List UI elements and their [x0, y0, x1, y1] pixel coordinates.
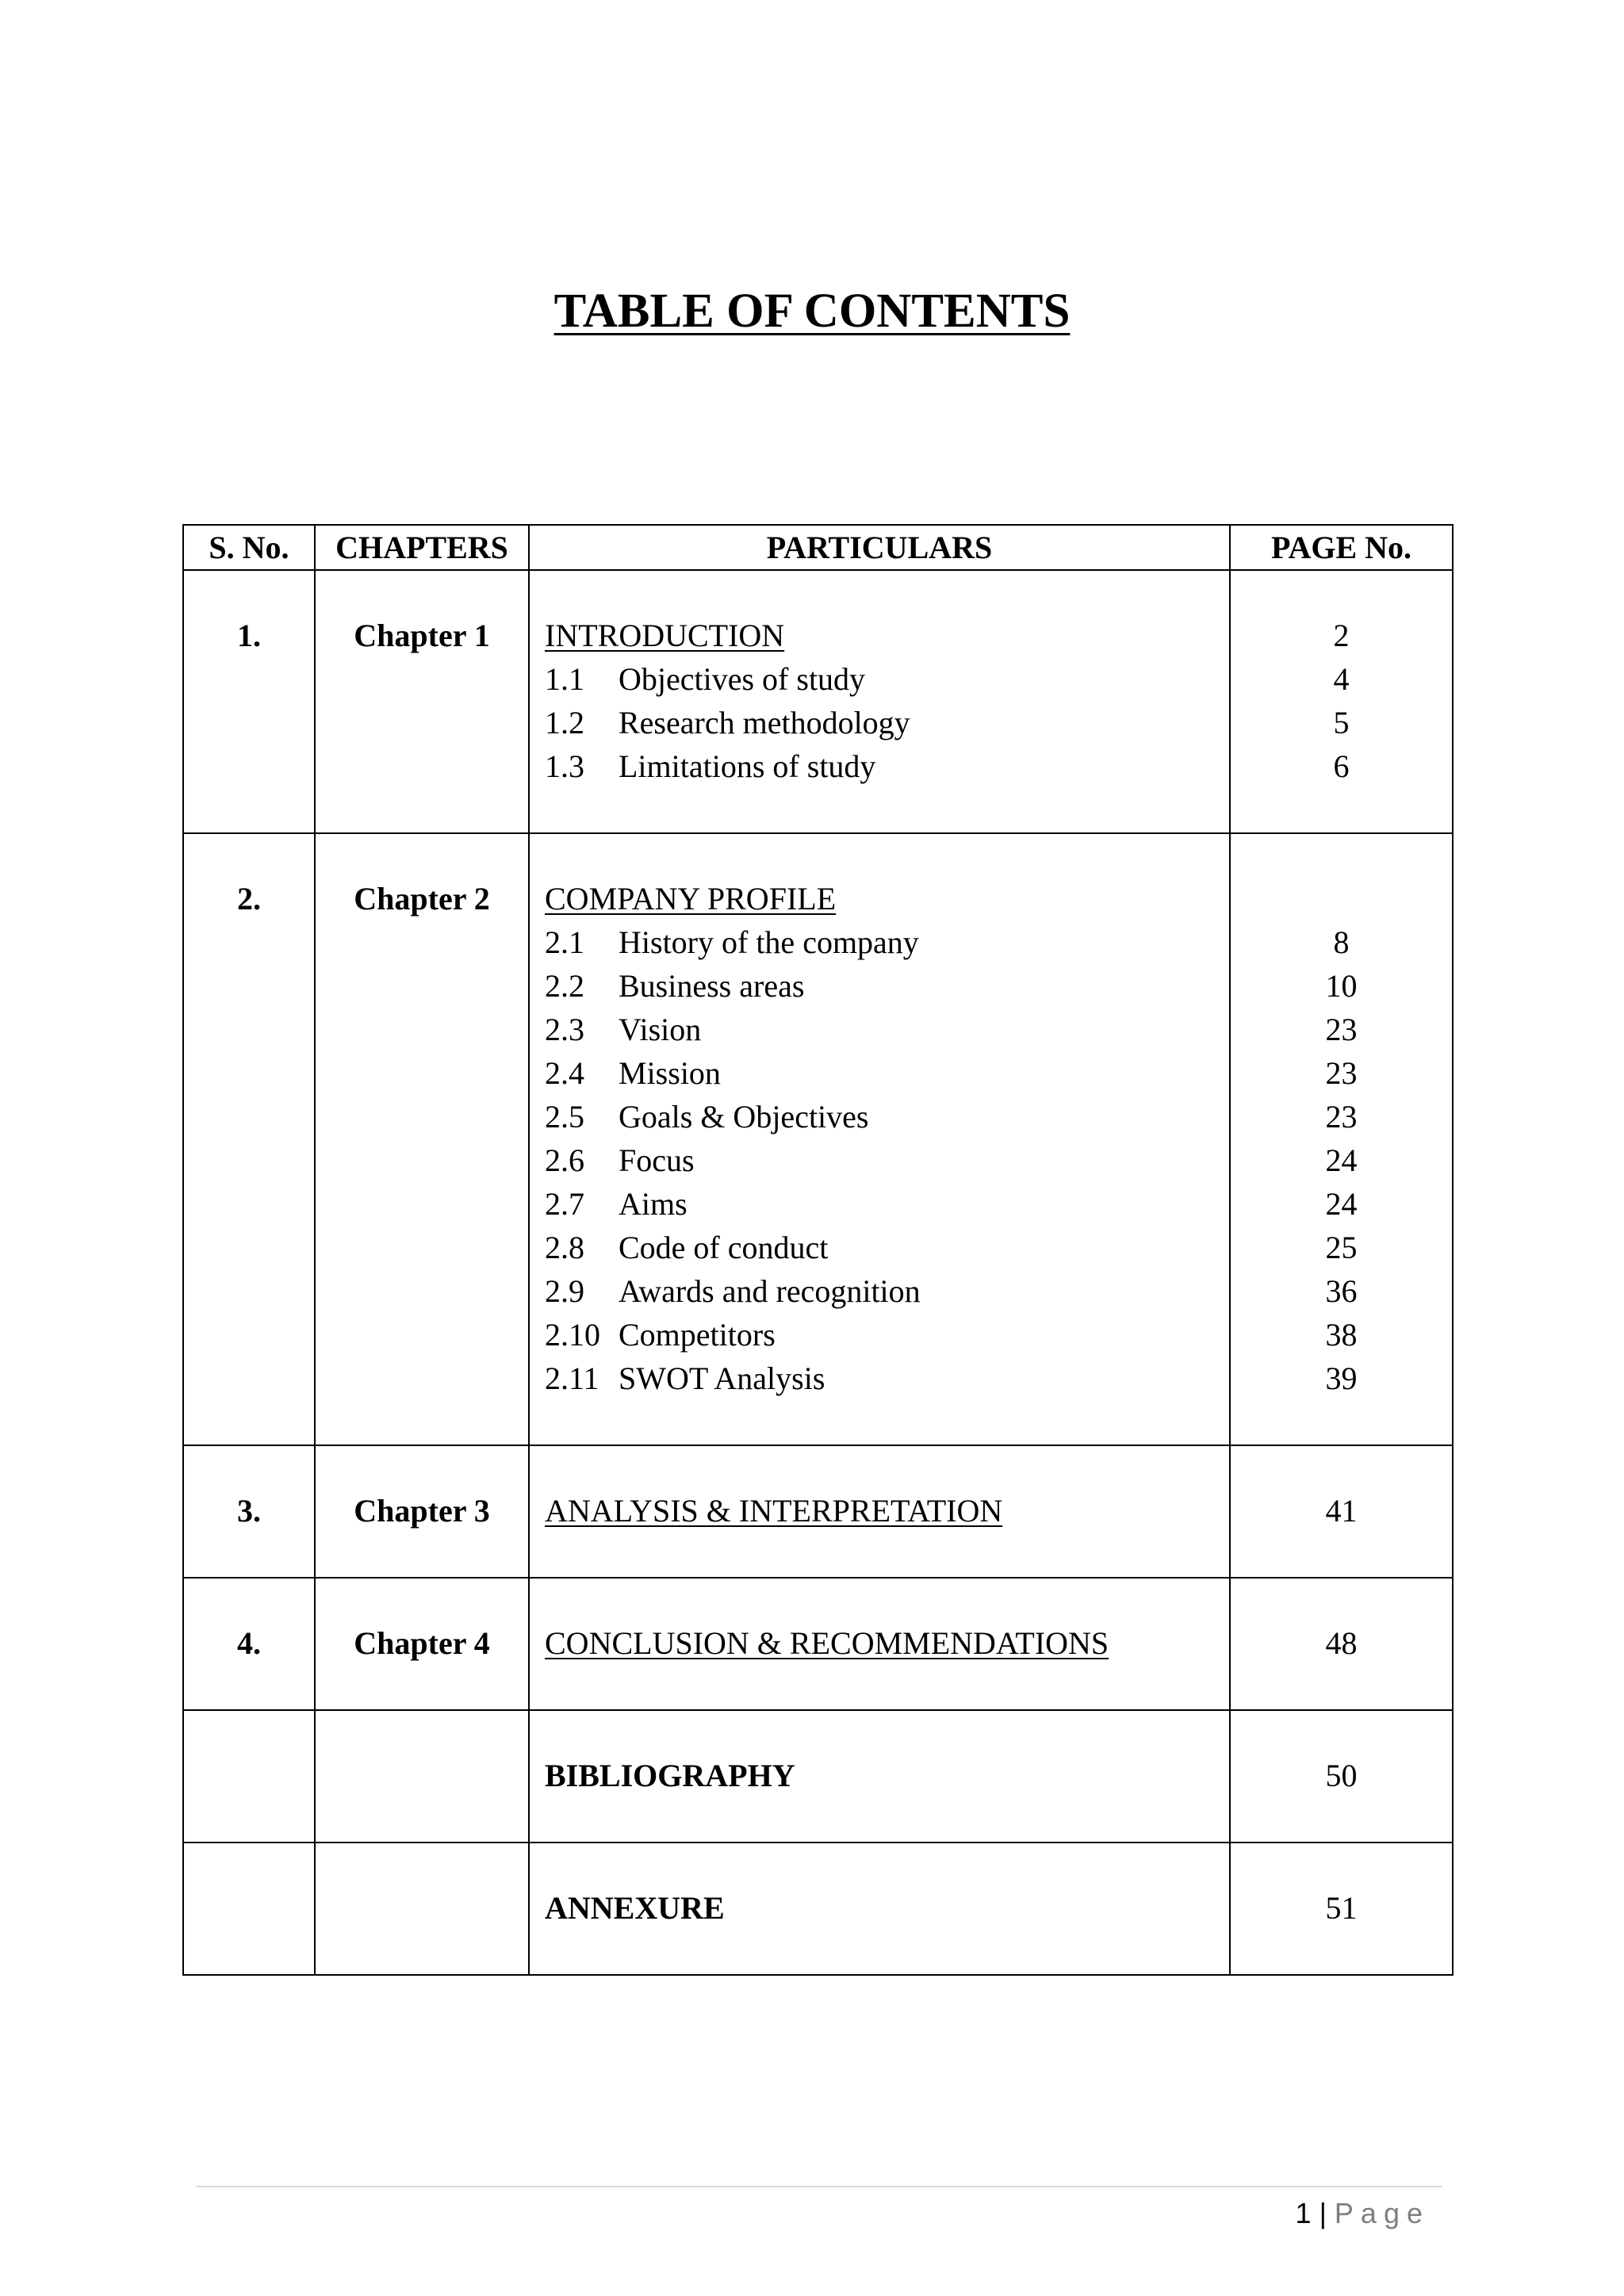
toc-heading-link[interactable]: CONCLUSION & RECOMMENDATIONS — [545, 1625, 1109, 1661]
footer-page-number: 1 — [1295, 2197, 1312, 2229]
toc-item-text: Limitations of study — [619, 748, 876, 784]
toc-page-number: 24 — [1325, 1142, 1358, 1178]
toc-item-text: Research methodology — [619, 705, 910, 740]
toc-item[interactable] — [545, 1095, 1229, 1138]
page-title: TABLE OF CONTENTS — [553, 285, 1071, 338]
toc-page-number: 38 — [1325, 1317, 1358, 1353]
toc-item-number: 2.5 — [545, 1099, 584, 1135]
toc-item-text: Business areas — [619, 968, 805, 1004]
toc-item-text: Competitors — [619, 1317, 776, 1353]
row-chapter — [316, 1711, 528, 1754]
toc-page-number: 24 — [1325, 1186, 1358, 1222]
toc-item-number: 2.4 — [545, 1055, 584, 1091]
toc-page-number: 41 — [1325, 1493, 1358, 1529]
toc-item-text: Objectives of study — [619, 661, 866, 697]
table-row-chapter-1 — [183, 570, 1453, 833]
toc-heading-bibliography[interactable]: BIBLIOGRAPHY — [545, 1758, 795, 1793]
toc-page-number: 39 — [1325, 1360, 1358, 1396]
table-header-row — [183, 525, 1453, 570]
toc-item-number: 2.11 — [545, 1360, 599, 1396]
toc-item-number: 2.2 — [545, 968, 584, 1004]
toc-item-text: SWOT Analysis — [619, 1360, 825, 1396]
toc-page-number: 6 — [1333, 748, 1350, 784]
header-page-no: PAGE No. — [1230, 525, 1453, 570]
toc-page-number: 51 — [1325, 1890, 1358, 1926]
toc-item-text: Code of conduct — [619, 1230, 829, 1265]
header-particulars: PARTICULARS — [529, 525, 1230, 570]
toc-item-number: 1.2 — [545, 705, 584, 740]
toc-item-number: 2.10 — [545, 1317, 600, 1353]
toc-item[interactable] — [545, 701, 1229, 744]
toc-page-number: 50 — [1325, 1758, 1358, 1793]
toc-item[interactable] — [545, 744, 1229, 788]
toc-item-text: Aims — [619, 1186, 688, 1222]
toc-item[interactable] — [545, 657, 1229, 701]
toc-heading-link[interactable]: INTRODUCTION — [545, 618, 785, 653]
toc-item-number: 1.3 — [545, 748, 584, 784]
row-sno — [184, 1711, 314, 1754]
row-chapter: Chapter 3 — [354, 1493, 490, 1529]
toc-item-text: History of the company — [619, 924, 919, 960]
toc-page-number: 4 — [1333, 661, 1350, 697]
table-row-annexure — [183, 1843, 1453, 1975]
row-chapter: Chapter 1 — [354, 618, 490, 653]
row-sno — [184, 1843, 314, 1886]
toc-item[interactable] — [545, 920, 1229, 964]
row-sno: 1. — [237, 618, 261, 653]
toc-item[interactable] — [545, 1269, 1229, 1313]
toc-page-number: 2 — [1333, 618, 1350, 653]
toc-heading-link[interactable]: ANALYSIS & INTERPRETATION — [545, 1493, 1003, 1529]
toc-item-text: Goals & Objectives — [619, 1099, 869, 1135]
toc-item[interactable] — [545, 1226, 1229, 1269]
toc-heading-link[interactable]: COMPANY PROFILE — [545, 881, 837, 916]
toc-item-number: 2.1 — [545, 924, 584, 960]
toc-item[interactable] — [545, 1357, 1229, 1400]
toc-page-number: 23 — [1325, 1012, 1358, 1047]
toc-item[interactable] — [545, 1051, 1229, 1095]
row-chapter: Chapter 4 — [354, 1625, 490, 1661]
toc-table — [182, 524, 1454, 1976]
toc-page-number: 23 — [1325, 1099, 1358, 1135]
table-row-chapter-2 — [183, 833, 1453, 1445]
toc-item-number: 2.8 — [545, 1230, 584, 1265]
footer-separator: | — [1319, 2197, 1327, 2229]
toc-page-number — [1231, 877, 1452, 920]
row-sno: 4. — [237, 1625, 261, 1661]
toc-page-number: 8 — [1333, 924, 1350, 960]
toc-item[interactable] — [545, 1008, 1229, 1051]
header-sno: S. No. — [183, 525, 315, 570]
table-row-chapter-4 — [183, 1578, 1453, 1710]
toc-heading-annexure[interactable]: ANNEXURE — [545, 1890, 725, 1926]
row-chapter — [316, 1843, 528, 1886]
toc-item[interactable] — [545, 1138, 1229, 1182]
toc-item-number: 2.6 — [545, 1142, 584, 1178]
toc-item-number: 1.1 — [545, 661, 584, 697]
row-sno: 2. — [237, 881, 261, 916]
toc-item-number: 2.9 — [545, 1273, 584, 1309]
toc-item-text: Mission — [619, 1055, 721, 1091]
toc-item-number: 2.3 — [545, 1012, 584, 1047]
toc-item-text: Vision — [619, 1012, 702, 1047]
table-row-bibliography — [183, 1710, 1453, 1843]
toc-page-number: 48 — [1325, 1625, 1358, 1661]
toc-page-number: 23 — [1325, 1055, 1358, 1091]
toc-page-number: 10 — [1325, 968, 1358, 1004]
toc-item[interactable] — [545, 1313, 1229, 1357]
toc-page-number: 25 — [1325, 1230, 1358, 1265]
toc-item-text: Awards and recognition — [619, 1273, 921, 1309]
toc-item[interactable] — [545, 1182, 1229, 1226]
row-chapter: Chapter 2 — [354, 881, 490, 916]
footer-page-word: Page — [1334, 2197, 1430, 2229]
toc-page-number: 36 — [1325, 1273, 1358, 1309]
header-chapters: CHAPTERS — [315, 525, 529, 570]
toc-item-text: Focus — [619, 1142, 695, 1178]
page-footer — [1296, 2196, 1430, 2230]
toc-item-number: 2.7 — [545, 1186, 584, 1222]
table-row-chapter-3 — [183, 1445, 1453, 1578]
toc-page-number: 5 — [1333, 705, 1350, 740]
row-sno: 3. — [237, 1493, 261, 1529]
footer-divider — [196, 2186, 1442, 2187]
toc-item[interactable] — [545, 964, 1229, 1008]
